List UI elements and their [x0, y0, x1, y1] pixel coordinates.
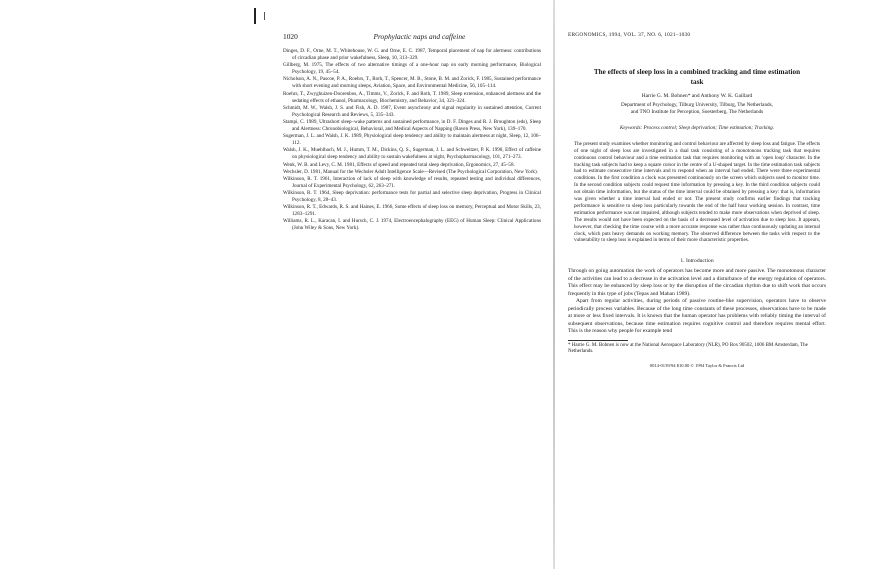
affiliation-line: and TNO Institute for Perception, Soesterberg, The Netherlands [630, 108, 764, 115]
page-number: 1020 [283, 32, 298, 41]
reference-list [283, 48, 541, 232]
reference-entry: Wilkinson, R. T., Edwards, R. S. and Haines, E. 1966, Some effects of sleep loss on memory, Perceptual and Motor Skills, 23, 1283–1291. [283, 204, 541, 218]
reference-entry: Roehrs, T., Zwyghuizen-Doorenbos, A., Timms, V., Zorick, F. and Roth, T. 1989, Sleep extension, enhanced alertness and the sedating effects of ethanol, Pharmacology, Biochemistry, and Behavior, 34, 321–324. [283, 90, 541, 104]
reference-entry: Stampi, C. 1989, Ultrashort sleep–wake patterns and sustained performance, in D. F. Dinges and R. J. Broughton (eds), Sleep and Alertness: Chronobiological, Behavioral, and Medical Aspects of Napping (Raven Press, New York), 139–170. [283, 118, 541, 133]
authors: Harrie G. M. Bohnen* and Anthony W. K. Gaillard [641, 93, 753, 100]
keywords: Keywords: Process control; Sleep deprivation; Time estimation; Tracking. [619, 124, 775, 131]
reference-entry: Gillberg, M. 1975, The effects of two alternative timings of a one-hour nap on early morning performance, Biological Psychology, 19, 45–54. [283, 62, 541, 76]
reference-entry: Sugerman, J. L. and Walsh, J. K. 1989, Physiological sleep tendency and ability to maintain alertness at night, Sleep, 12, 106–112. [283, 133, 541, 147]
reference-entry: Nicholson, A. N., Pascoe, P. A., Roehrs, T., Roth, T., Spencer, M. B., Stone, B. M. and Zorick, F. 1985, Sustained performance with short evening and morning sleeps, Aviation, Space, and Environmental Medicine, 56, 105–114. [283, 76, 541, 90]
journal-citation: ERGONOMICS, 1994, VOL. 37, NO. 6, 1021–1030 [568, 32, 691, 38]
copyright-line: 0014-0139/94 $10.00 © 1994 Taylor & Francis Ltd [649, 363, 745, 369]
reference-entry: Walsh, J. K., Muehlbach, M. J., Humm, T. M., Dickins, Q. S., Sugerman, J. L. and Schweitzer, P. K. 1990, Effect of caffeine on physiological sleep tendency and ability to sustain wakefulness at night, Psychopharmacology, 101, 271–273. [283, 147, 541, 161]
reference-entry: Dinges, D. F., Orne, M. T., Whitehouse, W. G. and Orne, E. C. 1987, Temporal placement of nap for alertness: contributions of circadian phase and prior wakefulness, Sleep, 10, 313–329. [283, 48, 541, 62]
scan-artifact [254, 8, 256, 24]
abstract: The present study examines whether monitoring and control behaviour are affected by sleep loss and fatigue. The effects of one night of sleep loss are investigated in a dual task consisting of a monotonous tracking task that requires continuous control behaviour and a time estimation task that requires monitoring with an 'open loop' character. In the tracking task subjects had to keep a square cursor in the centre of a U-shaped target. In the time estimation task subjects had to estimate consecutive time intervals and to respond when an interval had ended. There were three experimental conditions. In the first condition a clock was presented continuously on the screen which subjects used to monitor time. In the second condition subjects could request time information by pressing a key. In the third condition subjects could not obtain time information, but the status of the time interval could be obtained by pressing a key: that is, information was given whether a time interval had ended or not. The present study confirms earlier findings that tracking performance is sensitive to sleep loss particularly towards the end of the half hour working session. In contrast, time estimation performance was not impaired, although subjects tended to make more observations when deprived of sleep. The results would not have been expected on the basis of a decreased level of activation due to sleep loss. It appears, however, that checking the time course with a more accurate response was rather than continuously updating an internal clock, which puts heavy demands on working memory. The observed difference between the tasks with respect to the vulnerability to sleep loss is explained in terms of their more characteristic properties. [574, 140, 820, 244]
footnote-rule [568, 340, 628, 341]
affiliation-line: Department of Psychology, Tilburg University, Tilburg, The Netherlands, [621, 102, 773, 109]
reference-entry: Williams, R. L., Karacan, I. and Hursch, C. J. 1974, Electroencephalography (EEG) of Human Sleep: Clinical Applications (John Wiley & Sons, New York). [283, 218, 541, 232]
running-title: Prophylactic naps and caffeine [373, 32, 466, 41]
body-paragraph: Apart from regular activities, during periods of passive routine-like supervision, operators have to observe periodically process variables. Because of the long time constants of these processes, observations have to be made at more or less fixed intervals. It is known that the human operator has problems with reliably timing the interval of subsequent observations, because time estimation requires cognitive control and therefore requires mental effort. This is the reason why people for example tend [568, 298, 826, 335]
reference-entry: Wilkinson, R. T. 1964, Sleep deprivation: performance tests for partial and selective sleep deprivation, Progress in Clinical Psychology, 8, 28–43. [283, 189, 541, 203]
footnote: * Harrie G. M. Bohnen is now at the National Aerospace Laboratory (NLR), PO Box 90502, 1006 BM Amsterdam, The Netherlands. [568, 342, 808, 355]
reference-entry: Schmidt, M. W., Walsh, J. S. and Fish, A. D. 1987, Event asynchrony and signal regularity in sustained attention, Current Psychological Research and Reviews, 5, 335–343. [283, 104, 541, 118]
left-page [283, 32, 541, 232]
body-paragraph: Through on going automation the work of operators has become more and more passive. The monotonous character of the activities can lead to a decrease in the activation level and a disturbance of the energy regulation of operators. This effect may be enhanced by sleep loss or by the disruption of the circadian rhythm due to shift work that occurs frequently in this type of jobs (Tepas and Mahan 1989). [568, 268, 826, 297]
affiliation [568, 102, 826, 116]
scan-artifact [264, 12, 265, 20]
reference-entry: Wechsler, D. 1981, Manual for the Wechsler Adult Intelligence Scale—Revised (The Psychological Corporation, New York). [283, 168, 538, 175]
reference-entry: Wenk, W. B. and Levy, C. M. 1981, Effects of speed and repeated total sleep deprivation, Ergonomics, 27, 45–58. [283, 161, 515, 168]
running-head [283, 32, 541, 41]
reference-entry: Wilkinson, R. T. 1961, Interaction of lack of sleep with knowledge of results, repeated testing and individual differences, Journal of Experimental Psychology, 62, 263–271. [283, 175, 541, 189]
article-title: The effects of sleep loss in a combined tracking and time estimation task [593, 68, 801, 86]
page-fold [553, 0, 555, 569]
section-heading: 1. Introduction [680, 258, 714, 265]
right-page [568, 32, 826, 368]
